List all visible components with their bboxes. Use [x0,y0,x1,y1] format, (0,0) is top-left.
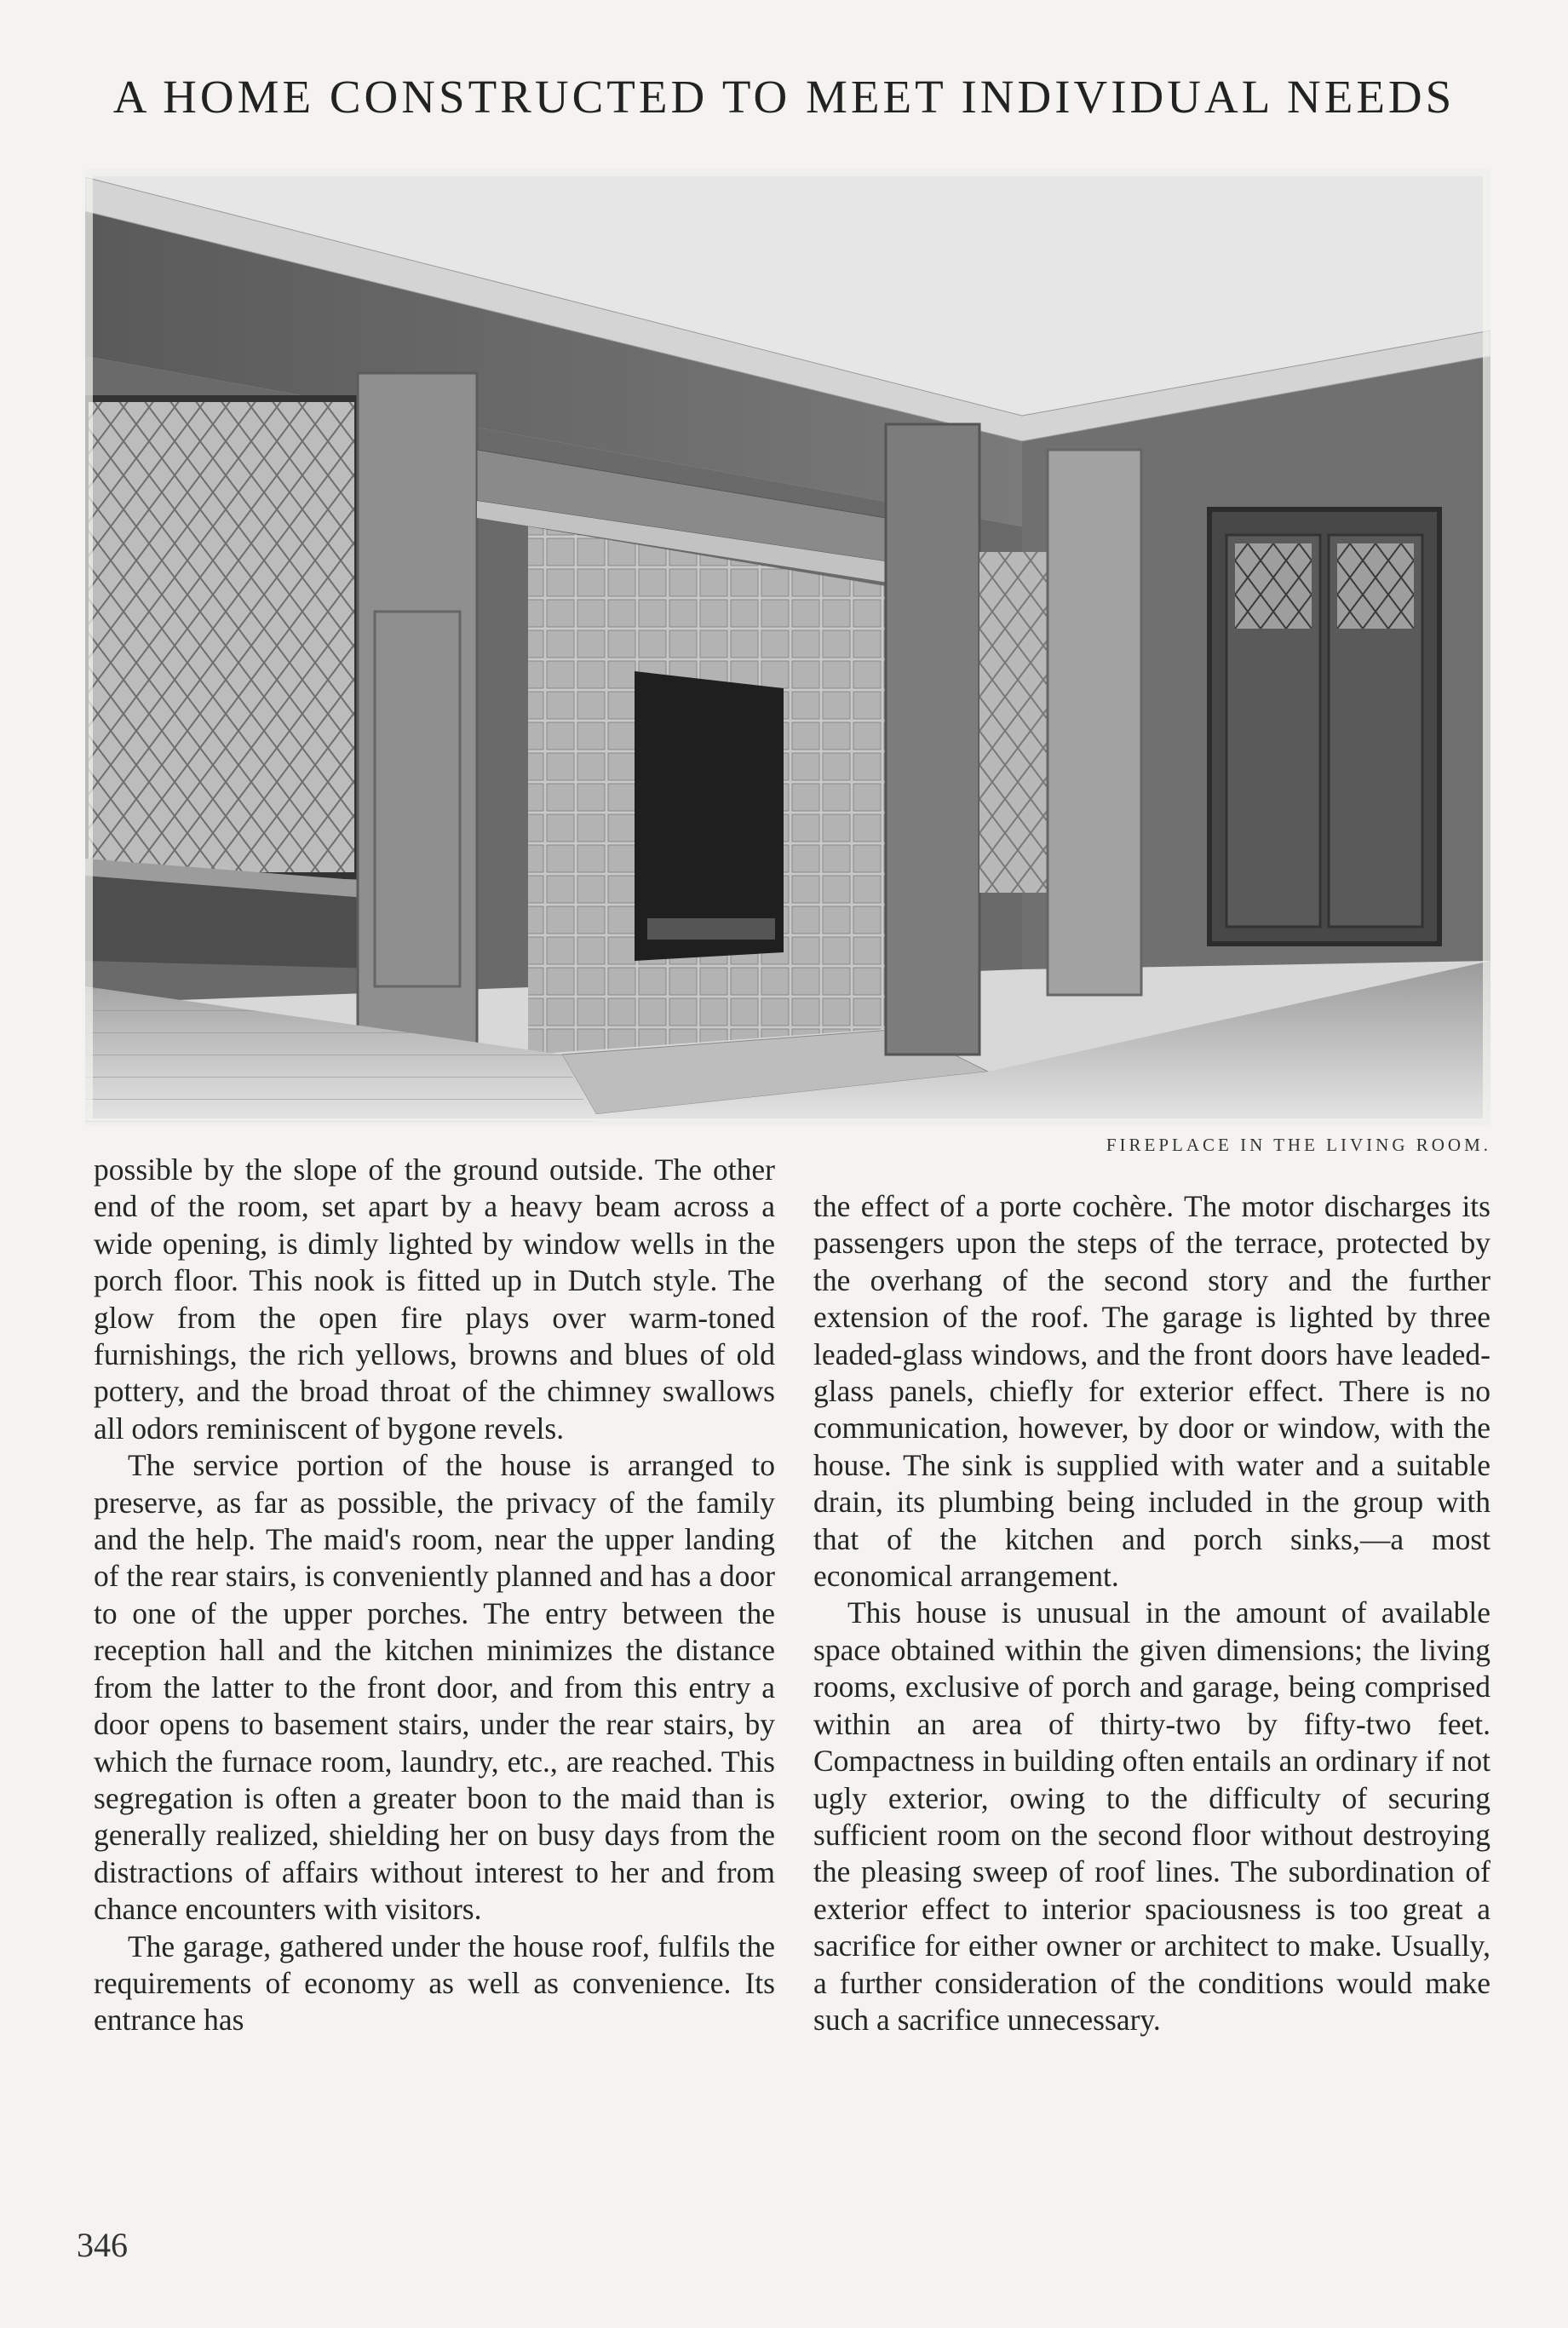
page-header: A HOME CONSTRUCTED TO MEET INDIVIDUAL NEEDS [112,71,1456,123]
figure-caption: FIREPLACE IN THE LIVING ROOM. [1106,1135,1491,1155]
fireplace-illustration [85,169,1490,1126]
paragraph: the effect of a porte cochère. The motor discharges its passengers upon the steps of the terrace, protected by the overhang of the second story and the further extension of the roof. The garage is lighted by three leaded-glass windows, and the front doors have leaded-glass panels, chiefly for exterior effect. There is no communication, however, by door or window, with the house. The sink is supplied with water and a suitable drain, its plumbing being included in the group with that of the kitchen and porch sinks,—a most economical arrangement. [813,1189,1490,1594]
page-number: 346 [77,2226,128,2264]
left-column [94,1152,775,2039]
paragraph: The service portion of the house is arranged to preserve, as far as possible, the privacy of the family and the help. The maid's room, near the upper landing of the rear stairs, is conveniently planned and has a door to one of the upper porches. The entry between the reception hall and the kitchen minimizes the distance from the latter to the front door, and from this entry a door opens to basement stairs, under the rear stairs, by which the furnace room, laundry, etc., are reached. This segregation is often a greater boon to the maid than is generally realized, shielding her on busy days from the distractions of affairs without interest to her and from chance encounters with visitors. [94,1448,775,1927]
paragraph: The garage, gathered under the house roof, fulfils the requirements of economy as well as convenience. Its entrance has [94,1929,775,2038]
paragraph: possible by the slope of the ground outside. The other end of the room, set apart by a heavy beam across a wide opening, is dimly lighted by window wells in the porch floor. This nook is fitted up in Dutch style. The glow from the open fire plays over warm-toned furnishings, the rich yellows, browns and blues of old pottery, and the broad throat of the chimney swallows all odors reminiscent of bygone revels. [94,1153,775,1446]
right-column [813,1188,1490,2038]
fireplace-photo [85,169,1490,1126]
paragraph: This house is unusual in the amount of available space obtained within the given dimensions; the living rooms, exclusive of porch and garage, being comprised within an area of thirty-two by fifty-two feet. Compactness in building often entails an ordinary if not ugly exterior, owing to the difficulty of securing sufficient room on the second floor without destroying the pleasing sweep of roof lines. The subordination of exterior effect to interior spaciousness is too great a sacrifice for either owner or architect to make. Usually, a further consideration of the conditions would make such a sacrifice unnecessary. [813,1595,1490,2037]
